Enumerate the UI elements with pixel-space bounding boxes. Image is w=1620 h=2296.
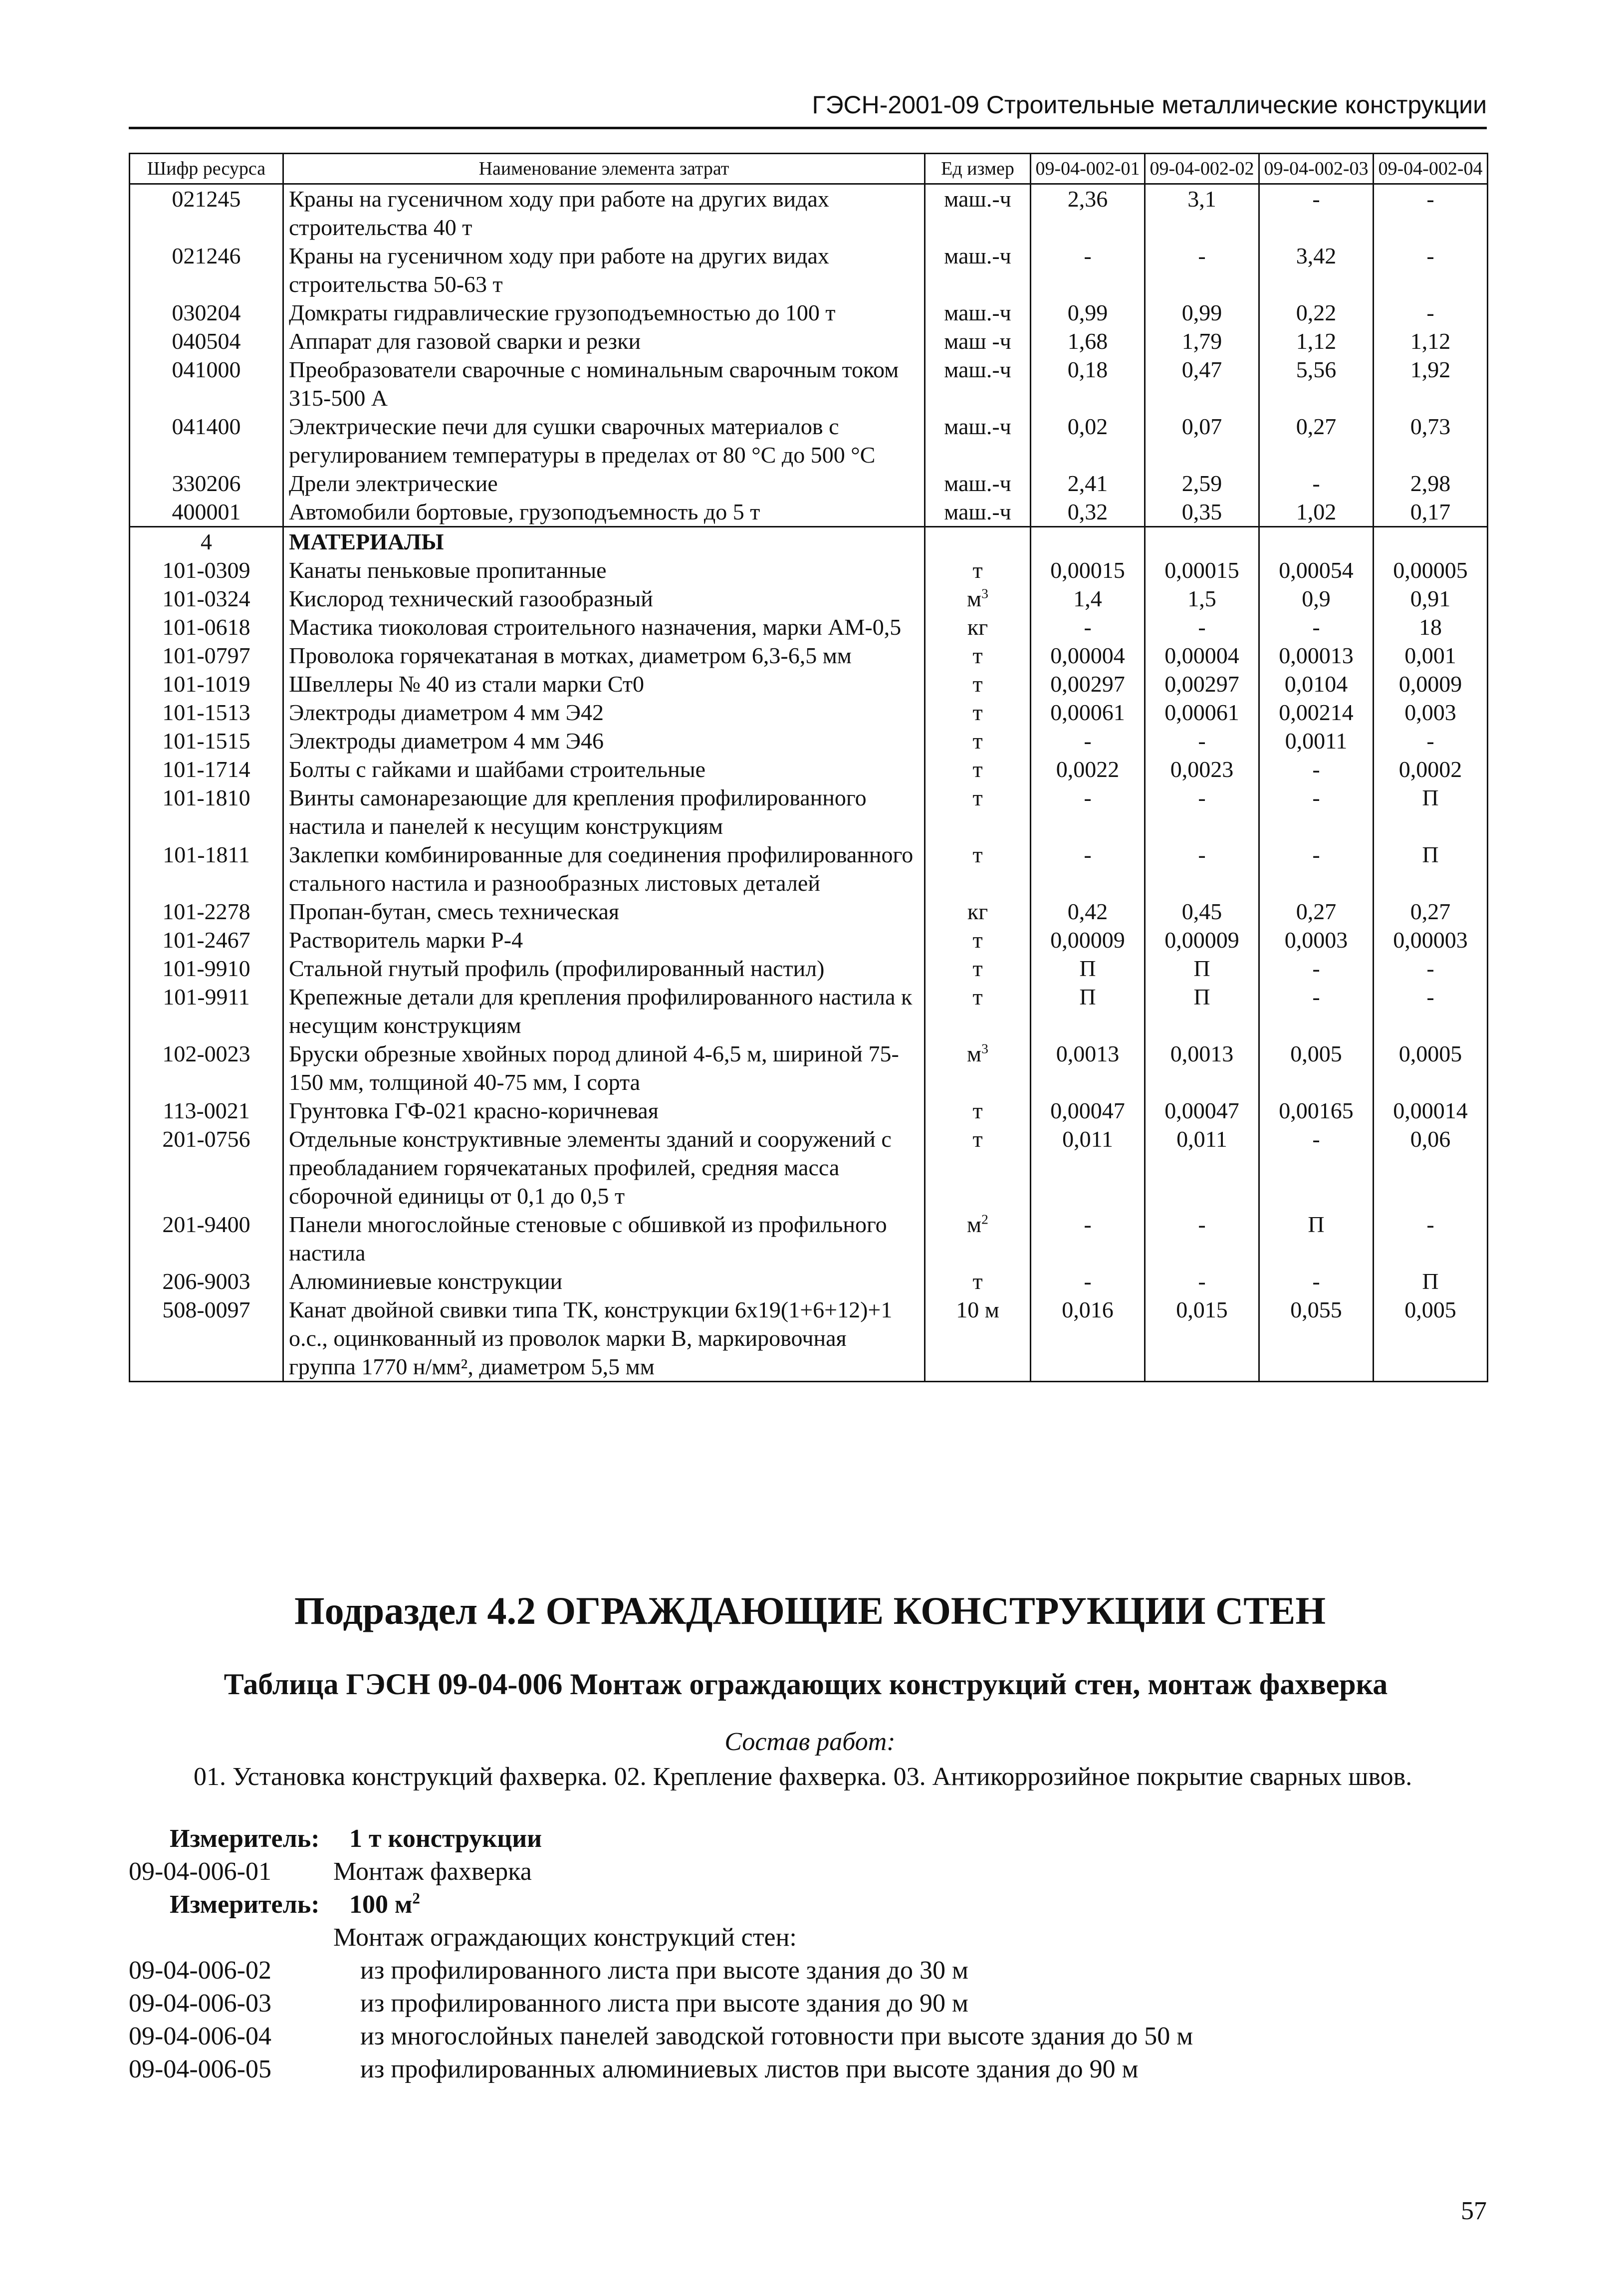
cell-norm-01: 0,016 <box>1031 1295 1145 1382</box>
cell-code: 101-2467 <box>130 926 283 954</box>
cell-norm-03: 0,00165 <box>1259 1096 1374 1125</box>
cell-unit: т <box>925 556 1031 584</box>
cell-name: Домкраты гидравлические грузоподъемностью до 100 т <box>283 298 925 327</box>
cell-norm-01: 0,42 <box>1031 897 1145 926</box>
cell-name: Мастика тиоколовая строительного назначения, марки АМ-0,5 <box>283 613 925 641</box>
cell-norm-03: - <box>1259 783 1374 840</box>
unit-exponent: 3 <box>981 1040 988 1056</box>
cell-name: Канаты пеньковые пропитанные <box>283 556 925 584</box>
cell-norm-01: 0,99 <box>1031 298 1145 327</box>
cell-norm-03: 0,22 <box>1259 298 1374 327</box>
cell-norm-02: 0,00009 <box>1145 926 1259 954</box>
cell-code: 101-9910 <box>130 954 283 983</box>
cell-norm-03: - <box>1259 1267 1374 1295</box>
cell-unit: маш.-ч <box>925 412 1031 469</box>
cell-norm-04: - <box>1374 727 1488 755</box>
item-description: из многослойных панелей заводской готовности при высоте здания до 50 м <box>360 2022 1193 2050</box>
cell-name: Грунтовка ГФ-021 красно-коричневая <box>283 1096 925 1125</box>
cell-code: 101-1810 <box>130 783 283 840</box>
cell-norm-02: - <box>1145 840 1259 897</box>
meter-label-1: Измеритель: <box>170 1824 320 1853</box>
cell-code: 101-0618 <box>130 613 283 641</box>
cell-norm-02: 0,00015 <box>1145 556 1259 584</box>
cell-code: 101-0324 <box>130 584 283 613</box>
cell-norm-02: - <box>1145 1267 1259 1295</box>
cell-name: Болты с гайками и шайбами строительные <box>283 755 925 783</box>
col-header-norm-03: 09-04-002-03 <box>1259 154 1374 184</box>
cell-norm-01: 0,011 <box>1031 1125 1145 1210</box>
cell-norm-04: П <box>1374 840 1488 897</box>
cell-norm-01: 1,4 <box>1031 584 1145 613</box>
cell-code: 041000 <box>130 355 283 412</box>
group-label: Монтаж ограждающих конструкций стен: <box>333 1923 797 1952</box>
cell-code: 041400 <box>130 412 283 469</box>
cell-norm-03: - <box>1259 613 1374 641</box>
cell-norm-03: 1,02 <box>1259 498 1374 527</box>
meter-label-2: Измеритель: <box>170 1890 320 1919</box>
table-row <box>130 1096 1488 1125</box>
cell-code: 201-0756 <box>130 1125 283 1210</box>
cell-code: 101-1515 <box>130 727 283 755</box>
item-description: из профилированного листа при высоте здания до 30 м <box>360 1956 968 1985</box>
cell-unit: 10 м <box>925 1295 1031 1382</box>
cell-norm-02: 0,011 <box>1145 1125 1259 1210</box>
cell-code: 101-1811 <box>130 840 283 897</box>
table-row <box>130 355 1488 412</box>
cell-name: Канат двойной свивки типа ТК, конструкции 6х19(1+6+12)+1 о.с., оцинкованный из проволок марки В, маркировочная группа 1770 н/мм², диаметром 5,5 мм <box>283 1295 925 1382</box>
cell-norm-03: П <box>1259 1210 1374 1267</box>
cell-norm-02: 0,99 <box>1145 298 1259 327</box>
cell-norm-01: П <box>1031 983 1145 1039</box>
unit-exponent: 3 <box>981 585 988 601</box>
cell-norm-04: - <box>1374 184 1488 242</box>
cell-norm-01 <box>1031 527 1145 556</box>
cell-norm-02: 3,1 <box>1145 184 1259 242</box>
cell-name: Проволока горячекатаная в мотках, диаметром 6,3-6,5 мм <box>283 641 925 670</box>
cell-code: 206-9003 <box>130 1267 283 1295</box>
table-row <box>130 698 1488 727</box>
cell-norm-02: П <box>1145 983 1259 1039</box>
table-row <box>130 1125 1488 1210</box>
cell-unit <box>925 527 1031 556</box>
work-composition-heading: Состав работ: <box>724 1728 896 1756</box>
table-row <box>130 897 1488 926</box>
cell-norm-02: 1,79 <box>1145 327 1259 355</box>
cell-name: Отдельные конструктивные элементы зданий и сооружений с преобладанием горячекатаных профилей, средняя масса сборочной единицы от 0,1 до 0,5 т <box>283 1125 925 1210</box>
cell-norm-01: 0,0022 <box>1031 755 1145 783</box>
cell-unit: маш.-ч <box>925 498 1031 527</box>
table-row <box>130 840 1488 897</box>
cell-unit: т <box>925 727 1031 755</box>
cell-unit: т <box>925 1125 1031 1210</box>
cell-norm-04: 0,0005 <box>1374 1039 1488 1096</box>
table-row <box>130 469 1488 498</box>
cell-norm-02: П <box>1145 954 1259 983</box>
cell-code: 101-1019 <box>130 670 283 698</box>
cell-norm-01: 2,41 <box>1031 469 1145 498</box>
cell-norm-03: - <box>1259 983 1374 1039</box>
cell-unit: маш.-ч <box>925 298 1031 327</box>
cell-norm-04: П <box>1374 1267 1488 1295</box>
unit-exponent: 2 <box>981 1211 988 1227</box>
cell-norm-01: - <box>1031 1267 1145 1295</box>
table-row <box>130 242 1488 298</box>
unit-text: м <box>967 586 982 611</box>
cell-unit: т <box>925 840 1031 897</box>
subsection-title: Подраздел 4.2 ОГРАЖДАЮЩИЕ КОНСТРУКЦИИ СТЕН <box>294 1589 1326 1632</box>
table-row <box>130 983 1488 1039</box>
table-row <box>130 755 1488 783</box>
cell-norm-04: 1,12 <box>1374 327 1488 355</box>
cell-unit: кг <box>925 897 1031 926</box>
cell-norm-02: - <box>1145 727 1259 755</box>
cell-norm-03: 0,27 <box>1259 412 1374 469</box>
cell-norm-01: 0,00047 <box>1031 1096 1145 1125</box>
cell-unit: т <box>925 641 1031 670</box>
item-description: Монтаж фахверка <box>333 1857 532 1886</box>
cell-name: Аппарат для газовой сварки и резки <box>283 327 925 355</box>
cell-code: 101-1513 <box>130 698 283 727</box>
cell-name: Крепежные детали для крепления профилированного настила к несущим конструкциям <box>283 983 925 1039</box>
cell-code: 400001 <box>130 498 283 527</box>
cell-unit: т <box>925 755 1031 783</box>
table-row <box>130 527 1488 556</box>
cell-name: Пропан-бутан, смесь техническая <box>283 897 925 926</box>
cell-norm-01: 0,02 <box>1031 412 1145 469</box>
cell-norm-01: 0,00061 <box>1031 698 1145 727</box>
table-row <box>130 498 1488 527</box>
col-header-norm-02: 09-04-002-02 <box>1145 154 1259 184</box>
cell-norm-02: 0,00047 <box>1145 1096 1259 1125</box>
cell-norm-01: 0,00009 <box>1031 926 1145 954</box>
meter-value-1: 1 т конструкции <box>349 1824 542 1853</box>
cell-norm-02: 0,00004 <box>1145 641 1259 670</box>
item-description: из профилированного листа при высоте здания до 90 м <box>360 1989 968 2018</box>
cell-norm-03: - <box>1259 755 1374 783</box>
cell-norm-04: 0,27 <box>1374 897 1488 926</box>
cell-name: Алюминиевые конструкции <box>283 1267 925 1295</box>
cell-code: 101-1714 <box>130 755 283 783</box>
cell-norm-03: 5,56 <box>1259 355 1374 412</box>
table-row <box>130 584 1488 613</box>
table-header-row <box>130 154 1488 184</box>
cell-unit <box>925 1210 1031 1267</box>
cell-norm-01: - <box>1031 840 1145 897</box>
work-composition-text: 01. Установка конструкций фахверка. 02. Крепление фахверка. 03. Антикоррозийное покрытие сварных швов. <box>194 1763 1412 1791</box>
cell-norm-01: 0,00004 <box>1031 641 1145 670</box>
cell-norm-01: - <box>1031 242 1145 298</box>
cell-norm-04: 0,73 <box>1374 412 1488 469</box>
cell-norm-01: - <box>1031 727 1145 755</box>
cell-norm-02: 0,35 <box>1145 498 1259 527</box>
cell-norm-02: 0,0023 <box>1145 755 1259 783</box>
cell-name: Электроды диаметром 4 мм Э42 <box>283 698 925 727</box>
cell-code: 4 <box>130 527 283 556</box>
cell-unit: т <box>925 1096 1031 1125</box>
item-code: 09-04-006-05 <box>129 2055 271 2083</box>
cell-norm-03: 0,055 <box>1259 1295 1374 1382</box>
cell-norm-04: 0,00014 <box>1374 1096 1488 1125</box>
cell-norm-04: - <box>1374 298 1488 327</box>
cell-unit: т <box>925 783 1031 840</box>
cell-norm-04: П <box>1374 783 1488 840</box>
cell-unit: т <box>925 983 1031 1039</box>
cell-norm-03: 0,005 <box>1259 1039 1374 1096</box>
cell-name: Растворитель марки Р-4 <box>283 926 925 954</box>
table-row <box>130 327 1488 355</box>
table-row <box>130 1039 1488 1096</box>
cell-norm-03: 1,12 <box>1259 327 1374 355</box>
cell-unit: маш.-ч <box>925 184 1031 242</box>
cell-unit: т <box>925 954 1031 983</box>
cell-unit <box>925 584 1031 613</box>
item-code: 09-04-006-01 <box>129 1857 271 1886</box>
table-row <box>130 1210 1488 1267</box>
cell-norm-02: 0,45 <box>1145 897 1259 926</box>
cell-norm-01: - <box>1031 1210 1145 1267</box>
cell-code: 021245 <box>130 184 283 242</box>
cell-code: 101-9911 <box>130 983 283 1039</box>
cell-norm-02: 0,00297 <box>1145 670 1259 698</box>
cell-norm-03: 3,42 <box>1259 242 1374 298</box>
cell-norm-04: 0,0009 <box>1374 670 1488 698</box>
cell-name: Преобразователи сварочные с номинальным сварочным током 315-500 А <box>283 355 925 412</box>
cell-code: 040504 <box>130 327 283 355</box>
table-row <box>130 298 1488 327</box>
table-row <box>130 926 1488 954</box>
cell-norm-04: 0,91 <box>1374 584 1488 613</box>
cell-norm-03: 0,0011 <box>1259 727 1374 755</box>
cell-norm-03: 0,9 <box>1259 584 1374 613</box>
cell-name: Краны на гусеничном ходу при работе на других видах строительства 50-63 т <box>283 242 925 298</box>
col-header-code: Шифр ресурса <box>130 154 283 184</box>
running-header: ГЭСН-2001-09 Строительные металлические конструкции <box>129 90 1487 129</box>
item-code: 09-04-006-02 <box>129 1956 271 1985</box>
cell-code: 330206 <box>130 469 283 498</box>
cell-unit: т <box>925 926 1031 954</box>
cell-code: 101-0309 <box>130 556 283 584</box>
cell-norm-03: - <box>1259 184 1374 242</box>
col-header-norm-01: 09-04-002-01 <box>1031 154 1145 184</box>
col-header-unit: Ед измер <box>925 154 1031 184</box>
table-row <box>130 1295 1488 1382</box>
item-code: 09-04-006-04 <box>129 2022 271 2050</box>
cell-norm-04: 1,92 <box>1374 355 1488 412</box>
table-title: Таблица ГЭСН 09-04-006 Монтаж ограждающих конструкций стен, монтаж фахверка <box>224 1668 1388 1701</box>
cell-name: Стальной гнутый профиль (профилированный настил) <box>283 954 925 983</box>
unit-text: м <box>967 1041 982 1066</box>
cell-name: МАТЕРИАЛЫ <box>283 527 925 556</box>
cell-unit: маш.-ч <box>925 469 1031 498</box>
cell-norm-02: - <box>1145 242 1259 298</box>
cell-norm-01: 0,00015 <box>1031 556 1145 584</box>
unit-text: м <box>967 1212 982 1237</box>
table-row <box>130 1267 1488 1295</box>
cell-norm-03 <box>1259 527 1374 556</box>
cell-norm-01: - <box>1031 783 1145 840</box>
cell-name: Электроды диаметром 4 мм Э46 <box>283 727 925 755</box>
cell-norm-02: 1,5 <box>1145 584 1259 613</box>
cell-norm-02: 0,015 <box>1145 1295 1259 1382</box>
cell-norm-01: 2,36 <box>1031 184 1145 242</box>
cell-name: Винты самонарезающие для крепления профилированного настила и панелей к несущим конструкциям <box>283 783 925 840</box>
cell-norm-04: 0,005 <box>1374 1295 1488 1382</box>
cell-unit: маш.-ч <box>925 355 1031 412</box>
cell-unit: т <box>925 698 1031 727</box>
cell-unit: т <box>925 670 1031 698</box>
cell-norm-03: 0,0104 <box>1259 670 1374 698</box>
cell-norm-03: 0,27 <box>1259 897 1374 926</box>
cell-norm-03: - <box>1259 1125 1374 1210</box>
item-code: 09-04-006-03 <box>129 1989 271 2018</box>
cell-norm-03: 0,0003 <box>1259 926 1374 954</box>
cell-norm-02: 0,0013 <box>1145 1039 1259 1096</box>
cell-code: 201-9400 <box>130 1210 283 1267</box>
cell-code: 021246 <box>130 242 283 298</box>
cell-code: 102-0023 <box>130 1039 283 1096</box>
cell-unit <box>925 1039 1031 1096</box>
cell-norm-04: 18 <box>1374 613 1488 641</box>
cell-norm-04: 0,0002 <box>1374 755 1488 783</box>
table-row <box>130 613 1488 641</box>
cell-norm-04: 0,003 <box>1374 698 1488 727</box>
cell-unit: т <box>925 1267 1031 1295</box>
cell-norm-04: 0,00005 <box>1374 556 1488 584</box>
cell-name: Кислород технический газообразный <box>283 584 925 613</box>
cell-norm-01: 0,0013 <box>1031 1039 1145 1096</box>
cell-norm-04: 2,98 <box>1374 469 1488 498</box>
resources-table <box>129 153 1488 1382</box>
table-row <box>130 184 1488 242</box>
col-header-name: Наименование элемента затрат <box>283 154 925 184</box>
cell-name: Краны на гусеничном ходу при работе на других видах строительства 40 т <box>283 184 925 242</box>
cell-norm-02: - <box>1145 783 1259 840</box>
col-header-norm-04: 09-04-002-04 <box>1374 154 1488 184</box>
cell-code: 113-0021 <box>130 1096 283 1125</box>
table-row <box>130 727 1488 755</box>
cell-norm-01: 0,32 <box>1031 498 1145 527</box>
cell-norm-03: 0,00013 <box>1259 641 1374 670</box>
table-row <box>130 412 1488 469</box>
cell-norm-02: - <box>1145 1210 1259 1267</box>
table-row <box>130 641 1488 670</box>
cell-norm-02: 0,00061 <box>1145 698 1259 727</box>
cell-unit: маш.-ч <box>925 242 1031 298</box>
cell-code: 101-2278 <box>130 897 283 926</box>
cell-norm-01: 1,68 <box>1031 327 1145 355</box>
cell-norm-03: - <box>1259 840 1374 897</box>
cell-code: 101-0797 <box>130 641 283 670</box>
cell-norm-01: 0,00297 <box>1031 670 1145 698</box>
cell-norm-04: - <box>1374 983 1488 1039</box>
cell-norm-04: - <box>1374 1210 1488 1267</box>
cell-code: 508-0097 <box>130 1295 283 1382</box>
cell-norm-02 <box>1145 527 1259 556</box>
table-row <box>130 670 1488 698</box>
meter-value-2: 100 $м^2$ <box>349 1889 421 1919</box>
cell-norm-04: - <box>1374 242 1488 298</box>
item-description: из профилированных алюминиевых листов при высоте здания до 90 м <box>360 2055 1139 2083</box>
page-number: 57 <box>1461 2197 1487 2225</box>
cell-name: Заклепки комбинированные для соединения профилированного стального настила и разнообразных листовых деталей <box>283 840 925 897</box>
cell-norm-03: - <box>1259 469 1374 498</box>
cell-name: Бруски обрезные хвойных пород длиной 4-6,5 м, шириной 75-150 мм, толщиной 40-75 мм, I сорта <box>283 1039 925 1096</box>
table-row <box>130 783 1488 840</box>
cell-norm-04: 0,001 <box>1374 641 1488 670</box>
cell-norm-02: - <box>1145 613 1259 641</box>
cell-name: Дрели электрические <box>283 469 925 498</box>
cell-norm-01: 0,18 <box>1031 355 1145 412</box>
cell-norm-01: - <box>1031 613 1145 641</box>
cell-norm-02: 0,47 <box>1145 355 1259 412</box>
table-row <box>130 556 1488 584</box>
cell-norm-03: - <box>1259 954 1374 983</box>
cell-norm-04: 0,06 <box>1374 1125 1488 1210</box>
cell-norm-04: - <box>1374 954 1488 983</box>
cell-name: Автомобили бортовые, грузоподъемность до 5 т <box>283 498 925 527</box>
cell-norm-04: 0,17 <box>1374 498 1488 527</box>
cell-norm-03: 0,00054 <box>1259 556 1374 584</box>
cell-name: Швеллеры № 40 из стали марки Ст0 <box>283 670 925 698</box>
cell-code: 030204 <box>130 298 283 327</box>
cell-norm-01: П <box>1031 954 1145 983</box>
cell-norm-04: 0,00003 <box>1374 926 1488 954</box>
table-row <box>130 954 1488 983</box>
cell-name: Электрические печи для сушки сварочных материалов с регулированием температуры в пределах от 80 °С до 500 °С <box>283 412 925 469</box>
cell-unit: кг <box>925 613 1031 641</box>
cell-unit: маш -ч <box>925 327 1031 355</box>
cell-norm-04 <box>1374 527 1488 556</box>
cell-name: Панели многослойные стеновые с обшивкой из профильного настила <box>283 1210 925 1267</box>
cell-norm-03: 0,00214 <box>1259 698 1374 727</box>
cell-norm-02: 2,59 <box>1145 469 1259 498</box>
cell-norm-02: 0,07 <box>1145 412 1259 469</box>
